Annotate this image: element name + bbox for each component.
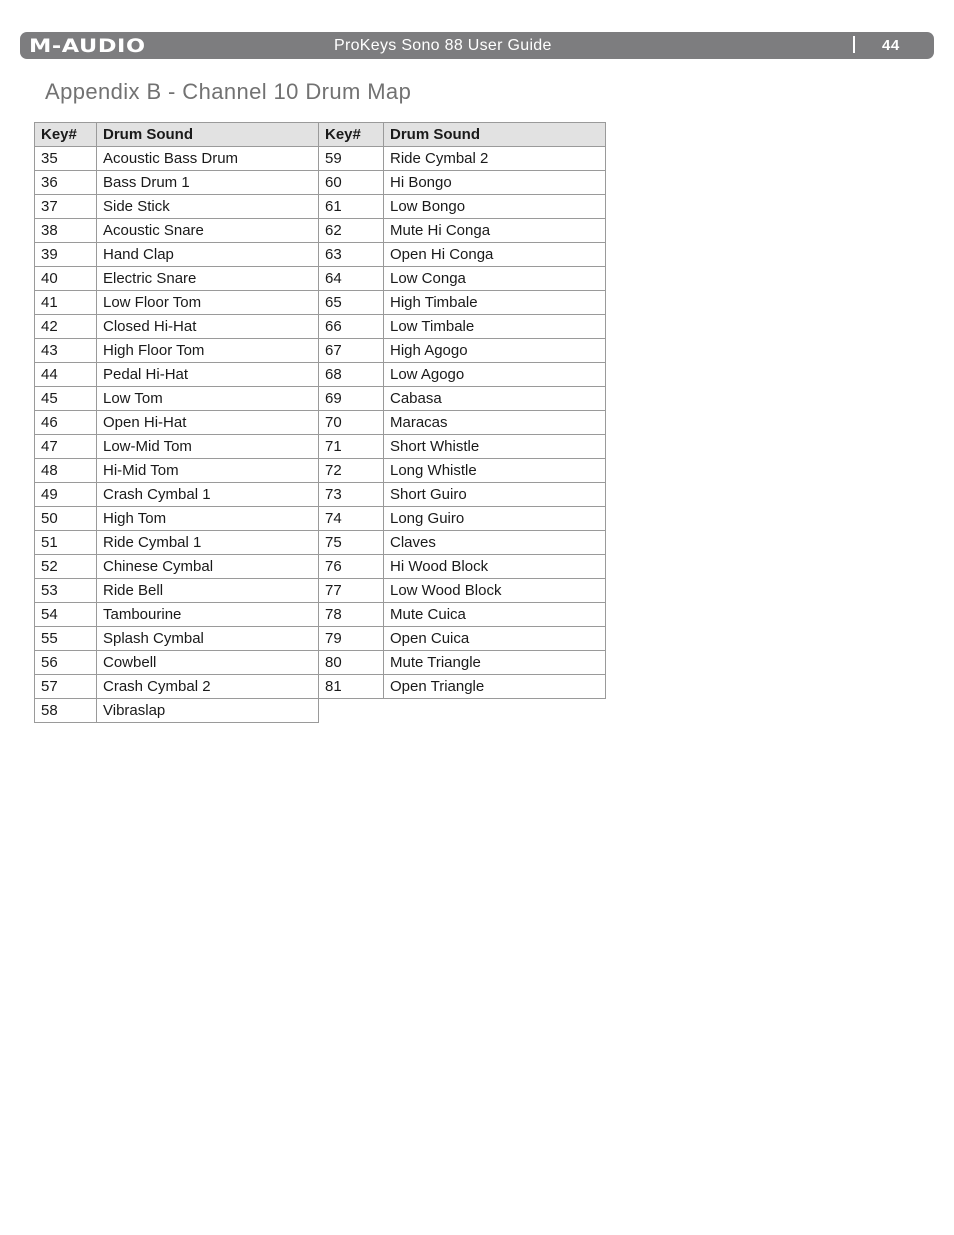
cell-key: 37 xyxy=(35,195,97,219)
table-row xyxy=(35,315,606,339)
cell-drum-sound: Cowbell xyxy=(97,651,319,675)
table-row xyxy=(35,387,606,411)
column-header-drum-sound: Drum Sound xyxy=(97,123,319,147)
cell-drum-sound: Electric Snare xyxy=(97,267,319,291)
cell-drum-sound-2: Low Bongo xyxy=(384,195,606,219)
cell-drum-sound: High Floor Tom xyxy=(97,339,319,363)
column-header-key: Key# xyxy=(35,123,97,147)
cell-drum-sound: Ride Cymbal 1 xyxy=(97,531,319,555)
cell-key-2: 71 xyxy=(319,435,384,459)
table-row xyxy=(35,147,606,171)
cell-key-2: 66 xyxy=(319,315,384,339)
cell-drum-sound: Side Stick xyxy=(97,195,319,219)
cell-key: 52 xyxy=(35,555,97,579)
cell-drum-sound-2: Ride Cymbal 2 xyxy=(384,147,606,171)
cell-key-2: 63 xyxy=(319,243,384,267)
cell-key: 45 xyxy=(35,387,97,411)
table-row xyxy=(35,483,606,507)
cell-drum-sound-2: Mute Hi Conga xyxy=(384,219,606,243)
table-header-row xyxy=(35,123,606,147)
cell-key: 46 xyxy=(35,411,97,435)
table-row xyxy=(35,507,606,531)
table-row xyxy=(35,675,606,699)
cell-key: 35 xyxy=(35,147,97,171)
cell-key: 38 xyxy=(35,219,97,243)
table-row xyxy=(35,555,606,579)
cell-drum-sound-2: Long Whistle xyxy=(384,459,606,483)
cell-drum-sound: Bass Drum 1 xyxy=(97,171,319,195)
cell-key-2: 78 xyxy=(319,603,384,627)
cell-key: 40 xyxy=(35,267,97,291)
table-row xyxy=(35,171,606,195)
cell-drum-sound-2: Low Agogo xyxy=(384,363,606,387)
cell-key-2: 77 xyxy=(319,579,384,603)
header-bar xyxy=(20,32,934,59)
table-row xyxy=(35,411,606,435)
cell-drum-sound-2: Mute Cuica xyxy=(384,603,606,627)
cell-drum-sound-2: High Agogo xyxy=(384,339,606,363)
cell-key-2: 59 xyxy=(319,147,384,171)
cell-drum-sound-2: Low Conga xyxy=(384,267,606,291)
column-header-key-2: Key# xyxy=(319,123,384,147)
cell-key-2: 80 xyxy=(319,651,384,675)
cell-key-2: 61 xyxy=(319,195,384,219)
cell-drum-sound: Closed Hi-Hat xyxy=(97,315,319,339)
cell-key-2: 72 xyxy=(319,459,384,483)
table-row xyxy=(35,195,606,219)
cell-drum-sound-2: Hi Bongo xyxy=(384,171,606,195)
cell-key-2: 69 xyxy=(319,387,384,411)
cell-key-2: 62 xyxy=(319,219,384,243)
cell-key: 55 xyxy=(35,627,97,651)
page-number: 44 xyxy=(882,37,900,54)
cell-drum-sound-2: High Timbale xyxy=(384,291,606,315)
table-row xyxy=(35,291,606,315)
cell-drum-sound: Low Tom xyxy=(97,387,319,411)
cell-drum-sound: Vibraslap xyxy=(97,699,319,723)
table-row xyxy=(35,531,606,555)
cell-key: 57 xyxy=(35,675,97,699)
column-header-drum-sound-2: Drum Sound xyxy=(384,123,606,147)
empty-cell xyxy=(319,699,606,723)
cell-drum-sound-2: Mute Triangle xyxy=(384,651,606,675)
cell-drum-sound: Splash Cymbal xyxy=(97,627,319,651)
cell-drum-sound-2: Hi Wood Block xyxy=(384,555,606,579)
cell-drum-sound-2: Open Triangle xyxy=(384,675,606,699)
cell-key: 43 xyxy=(35,339,97,363)
brand-logo: M-AUDIO xyxy=(29,35,146,57)
cell-drum-sound-2: Low Wood Block xyxy=(384,579,606,603)
cell-key-2: 81 xyxy=(319,675,384,699)
table-row xyxy=(35,603,606,627)
cell-key-2: 76 xyxy=(319,555,384,579)
cell-key: 36 xyxy=(35,171,97,195)
cell-drum-sound-2: Long Guiro xyxy=(384,507,606,531)
cell-key: 49 xyxy=(35,483,97,507)
cell-drum-sound-2: Low Timbale xyxy=(384,315,606,339)
cell-drum-sound-2: Cabasa xyxy=(384,387,606,411)
cell-key-2: 70 xyxy=(319,411,384,435)
cell-key: 51 xyxy=(35,531,97,555)
cell-key: 50 xyxy=(35,507,97,531)
cell-key: 42 xyxy=(35,315,97,339)
cell-key-2: 73 xyxy=(319,483,384,507)
cell-key: 53 xyxy=(35,579,97,603)
cell-drum-sound: Hand Clap xyxy=(97,243,319,267)
cell-key: 39 xyxy=(35,243,97,267)
table-row xyxy=(35,219,606,243)
cell-drum-sound: Low-Mid Tom xyxy=(97,435,319,459)
header-divider xyxy=(853,36,855,53)
cell-key-2: 68 xyxy=(319,363,384,387)
table-row xyxy=(35,339,606,363)
cell-key-2: 79 xyxy=(319,627,384,651)
document-title: ProKeys Sono 88 User Guide xyxy=(334,37,552,54)
cell-key-2: 64 xyxy=(319,267,384,291)
cell-key: 56 xyxy=(35,651,97,675)
table-row xyxy=(35,627,606,651)
table-row xyxy=(35,363,606,387)
cell-drum-sound: Low Floor Tom xyxy=(97,291,319,315)
cell-key: 54 xyxy=(35,603,97,627)
cell-key-2: 65 xyxy=(319,291,384,315)
cell-drum-sound: Chinese Cymbal xyxy=(97,555,319,579)
cell-key-2: 67 xyxy=(319,339,384,363)
cell-drum-sound: Crash Cymbal 1 xyxy=(97,483,319,507)
cell-drum-sound-2: Claves xyxy=(384,531,606,555)
table-body xyxy=(35,147,606,723)
cell-key: 47 xyxy=(35,435,97,459)
table-row xyxy=(35,651,606,675)
cell-key-2: 75 xyxy=(319,531,384,555)
cell-key: 48 xyxy=(35,459,97,483)
cell-key: 44 xyxy=(35,363,97,387)
cell-drum-sound: Open Hi-Hat xyxy=(97,411,319,435)
cell-drum-sound: Acoustic Bass Drum xyxy=(97,147,319,171)
table-row xyxy=(35,267,606,291)
cell-drum-sound: Crash Cymbal 2 xyxy=(97,675,319,699)
cell-drum-sound: Hi-Mid Tom xyxy=(97,459,319,483)
drum-map-table xyxy=(34,122,606,723)
cell-drum-sound-2: Open Hi Conga xyxy=(384,243,606,267)
section-title: Appendix B - Channel 10 Drum Map xyxy=(45,79,412,104)
cell-drum-sound-2: Maracas xyxy=(384,411,606,435)
cell-drum-sound-2: Short Whistle xyxy=(384,435,606,459)
table-row xyxy=(35,699,606,723)
cell-key: 41 xyxy=(35,291,97,315)
cell-drum-sound: Tambourine xyxy=(97,603,319,627)
cell-key-2: 74 xyxy=(319,507,384,531)
cell-drum-sound: Pedal Hi-Hat xyxy=(97,363,319,387)
cell-drum-sound: High Tom xyxy=(97,507,319,531)
table-row xyxy=(35,435,606,459)
cell-key-2: 60 xyxy=(319,171,384,195)
cell-drum-sound-2: Short Guiro xyxy=(384,483,606,507)
table-row xyxy=(35,243,606,267)
cell-key: 58 xyxy=(35,699,97,723)
cell-drum-sound: Acoustic Snare xyxy=(97,219,319,243)
table-row xyxy=(35,579,606,603)
table-row xyxy=(35,459,606,483)
cell-drum-sound-2: Open Cuica xyxy=(384,627,606,651)
cell-drum-sound: Ride Bell xyxy=(97,579,319,603)
